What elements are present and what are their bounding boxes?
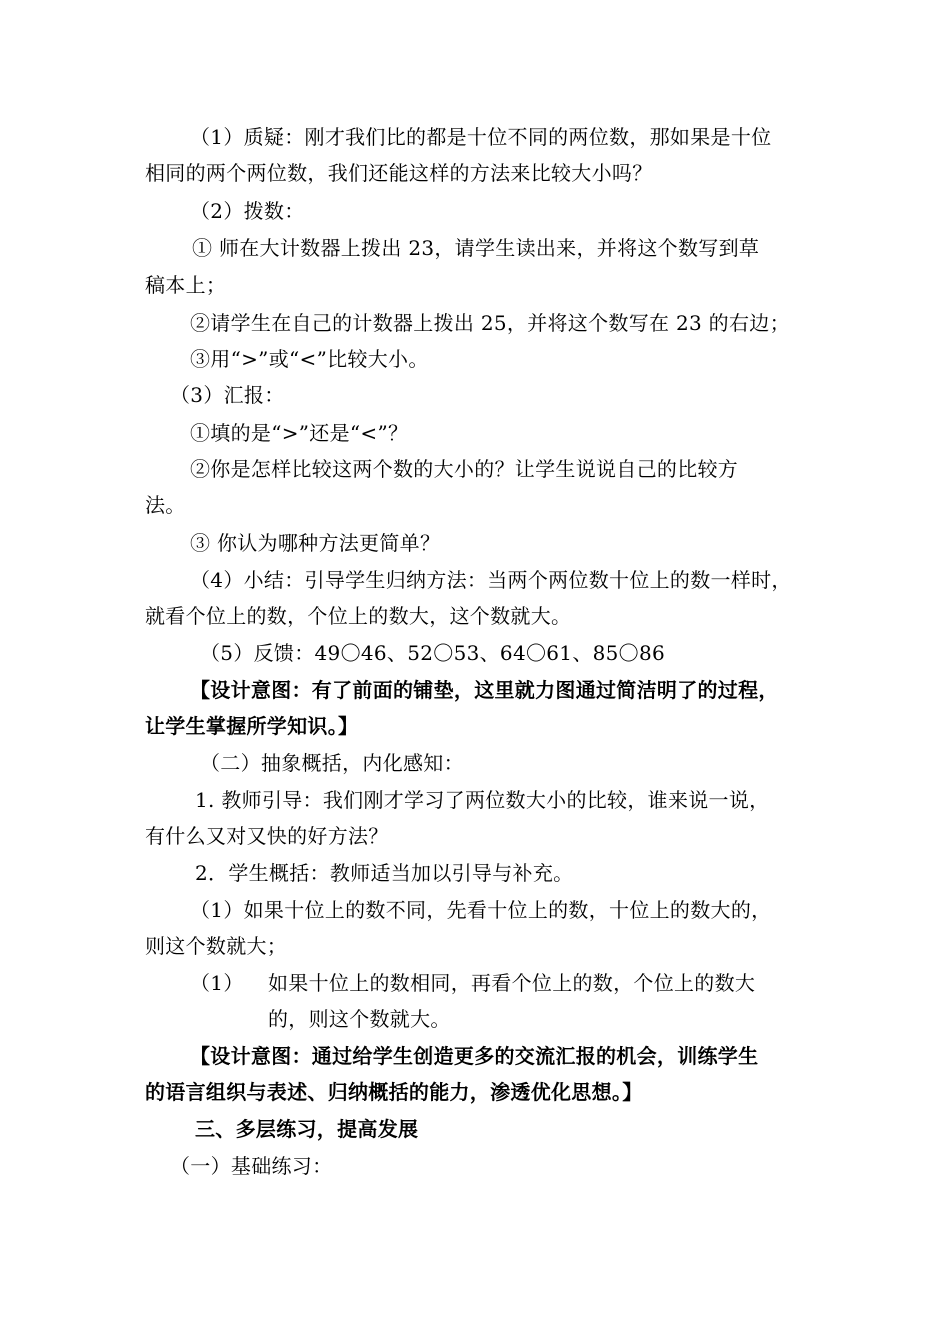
text-line-basic-practice: （一）基础练习： [170, 1154, 333, 1178]
text-line-student-summary: 2．学生概括：教师适当加以引导与补充。 [195, 861, 574, 885]
text-line-report-1: ①填的是“>”还是“<”？ [190, 421, 409, 445]
text-line-teacher-guide: 1. 教师引导：我们刚才学习了两位数大小的比较，谁来说一说， [195, 788, 770, 812]
text-line-rule-2-number: （1） [190, 971, 244, 995]
text-line-step-2: ②请学生在自己的计数器上拨出 25，并将这个数写在 23 的右边； [190, 311, 790, 335]
text-line-report-2-cont: 法。 [145, 493, 186, 517]
text-line-step-1: ① 师在大计数器上拨出 23，请学生读出来，并将这个数写到草 [192, 236, 760, 260]
text-line-rule-1: （1）如果十位上的数不同，先看十位上的数，十位上的数大的， [190, 898, 772, 922]
text-line-heading-2: （2）拨数： [190, 199, 305, 223]
section-heading-practice: 三、多层练习，提高发展 [195, 1117, 419, 1141]
text-line-query: （1）质疑：刚才我们比的都是十位不同的两位数，那如果是十位 [190, 125, 772, 149]
text-line-step-3: ③用“>”或“<”比较大小。 [190, 347, 429, 371]
text-line-report-3: ③ 你认为哪种方法更简单？ [190, 531, 441, 555]
text-line-summary-cont: 就看个位上的数，个位上的数大，这个数就大。 [145, 604, 572, 628]
text-line-query-cont: 相同的两个两位数，我们还能这样的方法来比较大小吗？ [145, 161, 653, 185]
text-line-report-2: ②你是怎样比较这两个数的大小的？让学生说说自己的比较方 [190, 457, 739, 481]
text-line-feedback: （5）反馈：49〇46、52〇53、64〇61、85〇86 [200, 641, 666, 665]
text-line-design-intent-2: 【设计意图：通过给学生创造更多的交流汇报的机会，训练学生 [190, 1044, 759, 1068]
text-line-rule-2: 如果十位上的数相同，再看个位上的数，个位上的数大 [268, 971, 756, 995]
text-line-step-1-cont: 稿本上； [145, 273, 227, 297]
text-line-summary: （4）小结：引导学生归纳方法：当两个两位数十位上的数一样时， [190, 568, 792, 592]
text-line-design-intent-2-cont: 的语言组织与表述、归纳概括的能力，渗透优化思想。】 [145, 1080, 643, 1104]
text-line-rule-2-cont: 的，则这个数就大。 [268, 1007, 451, 1031]
text-line-design-intent-1: 【设计意图：有了前面的铺垫，这里就力图通过简洁明了的过程， [190, 678, 779, 702]
text-line-heading-3: （3）汇报： [170, 383, 285, 407]
text-line-section-abstract: （二）抽象概括，内化感知： [200, 751, 464, 775]
text-line-teacher-guide-cont: 有什么又对又快的好方法？ [145, 824, 389, 848]
text-line-rule-1-cont: 则这个数就大； [145, 934, 288, 958]
text-line-design-intent-1-cont: 让学生掌握所学知识。】 [145, 714, 359, 738]
